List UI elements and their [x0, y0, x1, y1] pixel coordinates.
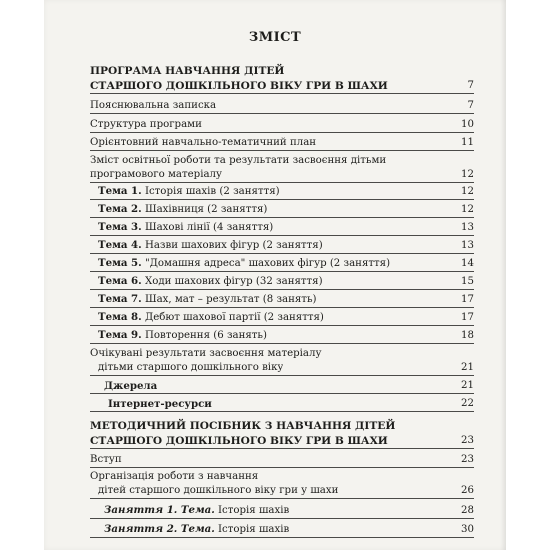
- toc-entry-title: Джерела: [104, 380, 158, 392]
- toc-entry-title: Дебют шахової партії (2 заняття): [141, 312, 324, 323]
- page-number: 11: [461, 137, 474, 148]
- toc-entry: [90, 328, 474, 344]
- toc-entry-title: Ходи шахових фігур (32 заняття): [141, 276, 323, 287]
- toc-entry: [90, 184, 474, 200]
- toc-entry-title: програмового матеріалу: [90, 169, 222, 180]
- page-number: 7: [467, 100, 474, 111]
- toc-entry-label: Тема 5.: [98, 257, 142, 269]
- page-number: 23: [461, 454, 474, 465]
- toc-entry-title: Назви шахових фігур (2 заняття): [141, 240, 323, 251]
- toc-entry-label: Заняття 1. Тема.: [104, 504, 215, 516]
- page-number: 17: [461, 294, 474, 305]
- toc-entry-label: Тема 9.: [98, 329, 142, 341]
- toc-entry: [90, 118, 474, 133]
- page-number: 17: [461, 312, 474, 323]
- toc-entry-title: Орієнтовний навчально-тематичний план: [90, 137, 317, 148]
- toc-entry: [90, 453, 474, 468]
- toc-entry: [90, 154, 474, 183]
- toc-entry: [90, 256, 474, 272]
- page-number: 12: [461, 169, 474, 180]
- page-number: 14: [461, 258, 474, 269]
- toc-entry-title: Вступ: [90, 454, 122, 465]
- toc-entry-label: Тема 2.: [98, 203, 142, 215]
- toc-entry: [90, 503, 474, 519]
- toc-entry: [90, 202, 474, 218]
- toc-entry-title: Шахівниця (2 заняття): [141, 204, 268, 215]
- page-number: 13: [461, 222, 474, 233]
- page-number: 15: [461, 276, 474, 287]
- page-number: 21: [461, 362, 474, 373]
- toc-entry-title: Структура програми: [90, 119, 202, 130]
- toc-entry: [90, 136, 474, 151]
- toc-entry-title: Повторення (6 занять): [141, 330, 267, 341]
- toc-entry-title: Шах, мат – результат (8 занять): [141, 294, 317, 305]
- toc-entry-title: Зміст освітньої роботи та результати засвоєння дітьми: [90, 155, 387, 166]
- page-number: 7: [467, 80, 474, 91]
- toc-entry-title: Інтернет-ресурси: [108, 398, 212, 410]
- toc-entry-title: СТАРШОГО ДОШКІЛЬНОГО ВІКУ ГРИ В ШАХИ: [90, 80, 388, 92]
- page-number: 12: [461, 204, 474, 215]
- toc-entry-label: Тема 1.: [98, 185, 142, 197]
- toc-entry: [90, 310, 474, 326]
- toc-entry-label: Тема 7.: [98, 293, 142, 305]
- toc-entry-title: Історія шахів (2 заняття): [141, 186, 280, 197]
- toc-entry-title: Історія шахів: [214, 524, 290, 535]
- toc-entry-title: СТАРШОГО ДОШКІЛЬНОГО ВІКУ ГРИ В ШАХИ: [90, 435, 388, 447]
- toc-entry: [90, 419, 474, 449]
- page-number: 30: [461, 524, 474, 535]
- toc-entry: [90, 274, 474, 290]
- toc-entry-title: МЕТОДИЧНИЙ ПОСІБНИК З НАВЧАННЯ ДІТЕЙ: [90, 420, 396, 432]
- toc-entry-title: Організація роботи з навчання: [90, 471, 259, 482]
- toc-entry: [90, 397, 474, 412]
- toc-entry: [90, 470, 474, 499]
- page-number: 21: [461, 380, 474, 391]
- toc-entry-label: Тема 8.: [98, 311, 142, 323]
- toc-entry: [90, 238, 474, 254]
- toc-entry: [90, 347, 474, 376]
- page-number: 22: [461, 398, 474, 409]
- page-number: 13: [461, 240, 474, 251]
- toc-entry-title: ПРОГРАМА НАВЧАННЯ ДІТЕЙ: [90, 65, 285, 77]
- toc-entry-title: Історія шахів: [214, 505, 290, 516]
- page-number: 10: [461, 119, 474, 130]
- toc-entry: [90, 292, 474, 308]
- toc-entry-title: Шахові лінії (4 заняття): [141, 222, 274, 233]
- toc-entry-label: Тема 4.: [98, 239, 142, 251]
- toc-entry: [90, 522, 474, 538]
- toc-entry-label: Тема 6.: [98, 275, 142, 287]
- page-number: 12: [461, 186, 474, 197]
- toc-entry-label: Заняття 2. Тема.: [104, 523, 215, 535]
- page-title: ЗМІСТ: [248, 30, 302, 45]
- toc-entry-title: Очікувані результати засвоєння матеріалу: [90, 348, 322, 359]
- toc-entry: [90, 379, 474, 394]
- page-number: 18: [461, 330, 474, 341]
- toc-entry-label: Тема 3.: [98, 221, 142, 233]
- toc-entry-title: дітьми старшого дошкільного віку: [98, 362, 284, 373]
- toc-entry: [90, 64, 474, 94]
- page-number: 26: [461, 485, 474, 496]
- toc-entry-title: дітей старшого дошкільного віку гри у шахи: [98, 485, 339, 496]
- toc-entry-title: Пояснювальна записка: [90, 100, 217, 111]
- page-number: 28: [461, 505, 474, 516]
- book-page: [44, 0, 506, 550]
- toc-entry: [90, 220, 474, 236]
- toc-entry: [90, 99, 474, 114]
- toc-entry-title: "Домашня адреса" шахових фігур (2 заняття): [141, 258, 391, 269]
- page-number: 23: [461, 435, 474, 446]
